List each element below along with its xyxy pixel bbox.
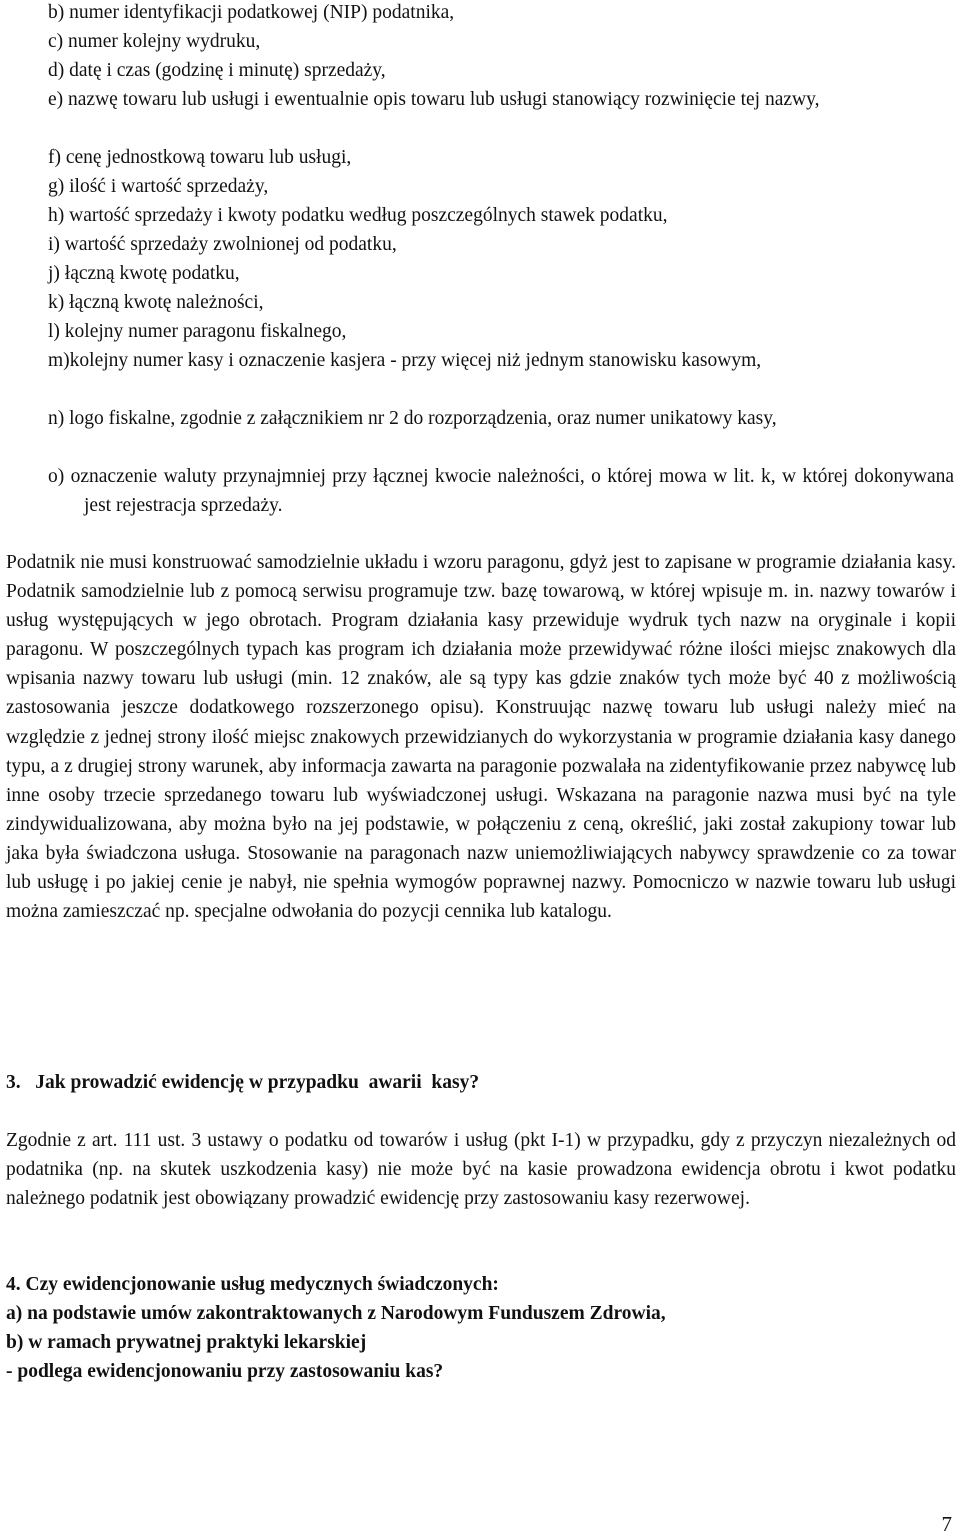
list-item-j: j) łączną kwotę podatku,	[48, 263, 240, 284]
page-number: 7	[941, 1512, 952, 1536]
list-item-f: f) cenę jednostkową towaru lub usługi,	[48, 147, 352, 168]
section-heading-4-line-4: - podlega ewidencjonowaniu przy zastosowaniu kas?	[6, 1361, 444, 1382]
list-item-o	[48, 462, 954, 520]
section-heading-4-line-2: a) na podstawie umów zakontraktowanych z Narodowym Funduszem Zdrowia,	[6, 1303, 666, 1324]
list-item-b: b) numer identyfikacji podatkowej (NIP) podatnika,	[48, 2, 455, 23]
list-item-o-text: o) oznaczenie waluty przynajmniej przy łącznej kwocie należności, o której mowa w lit. k, w której dokonywana jest rejestracja sprzedaży.	[48, 466, 954, 516]
list-item-h: h) wartość sprzedaży i kwoty podatku według poszczególnych stawek podatku,	[48, 205, 668, 226]
list-item-n-text: n) logo fiskalne, zgodnie z załącznikiem nr 2 do rozporządzenia, oraz numer unikatowy kasy,	[48, 408, 777, 429]
list-item-k: k) łączną kwotę należności,	[48, 292, 264, 313]
list-item-l: l) kolejny numer paragonu fiskalnego,	[48, 321, 347, 342]
list-item-e	[48, 85, 954, 114]
body-paragraph-reserve-register: Zgodnie z art. 111 ust. 3 ustawy o podatku od towarów i usług (pkt I-1) w przypadku, gdy z przyczyn niezależnych od podatnika (np. na skutek uszkodzenia kasy) nie może być na kasie prowadzona ewidencja obrotu i kwot podatku należnego podatnik jest obowiązany prowadzić ewidencję przy zastosowaniu kasy rezerwowej.	[6, 1130, 956, 1210]
section-heading-4-line-1: 4. Czy ewidencjonowanie usług medycznych świadczonych:	[6, 1274, 499, 1295]
list-item-e-text: e) nazwę towaru lub usługi i ewentualnie opis towaru lub usługi stanowiący rozwinięcie tej nazwy,	[48, 89, 820, 110]
list-item-g: g) ilość i wartość sprzedaży,	[48, 176, 269, 197]
list-item-c: c) numer kolejny wydruku,	[48, 31, 261, 52]
section-heading-3: 3. Jak prowadzić ewidencję w przypadku awarii kasy?	[6, 1072, 480, 1093]
section-heading-4-line-3: b) w ramach prywatnej praktyki lekarskiej	[6, 1332, 367, 1353]
list-item-i: i) wartość sprzedaży zwolnionej od podatku,	[48, 234, 397, 255]
list-item-d: d) datę i czas (godzinę i minutę) sprzedaży,	[48, 60, 386, 81]
list-item-m	[48, 346, 954, 375]
body-paragraph-receipt-names: Podatnik nie musi konstruować samodzielnie układu i wzoru paragonu, gdyż jest to zapisane w programie działania kasy. Podatnik samodzielnie lub z pomocą serwisu programuje tzw. bazę towarową, w której wpisuje m. in. nazwy towarów i usług występujących w jego obrotach. Program działania kasy przewiduje wydruk tych nazw na oryginale i kopii paragonu. W poszczególnych typach kas program ich działania może przewidywać różne ilości miejsc znakowych dla wpisania nazwy towaru lub usługi (min. 12 znaków, ale są typy kas gdzie znaków tych może być 40 z możliwością zastosowania jeszcze dodatkowego rozszerzonego opisu). Konstruując nazwę towaru lub usługi należy mieć na względzie z jednej strony ilość miejsc znakowych przewidzianych do wykorzystania w programie działania kasy danego typu, a z drugiej strony warunek, aby informacja zawarta na paragonie pozwalała na zidentyfikowanie przez nabywcę lub inne osoby trzecie sprzedanego towaru lub wyświadczonej usługi. Wskazana na paragonie nazwa musi być na tyle zindywidualizowana, aby można było na jej podstawie, w połączeniu z ceną, określić, jaki został zakupiony towar lub jaka była świadczona usługa. Stosowanie na paragonach nazw uniemożliwiających nabywcy sprawdzenie co za towar lub usługę i po jakiej cenie je nabył, nie spełnia wymogów poprawnej nazwy. Pomocniczo w nazwie towaru lub usługi można zamieszczać np. specjalne odwołania do pozycji cennika lub katalogu.	[6, 552, 956, 923]
list-item-m-text: m)kolejny numer kasy i oznaczenie kasjera - przy więcej niż jednym stanowisku kasowym,	[48, 350, 762, 371]
list-item-n	[48, 404, 954, 433]
